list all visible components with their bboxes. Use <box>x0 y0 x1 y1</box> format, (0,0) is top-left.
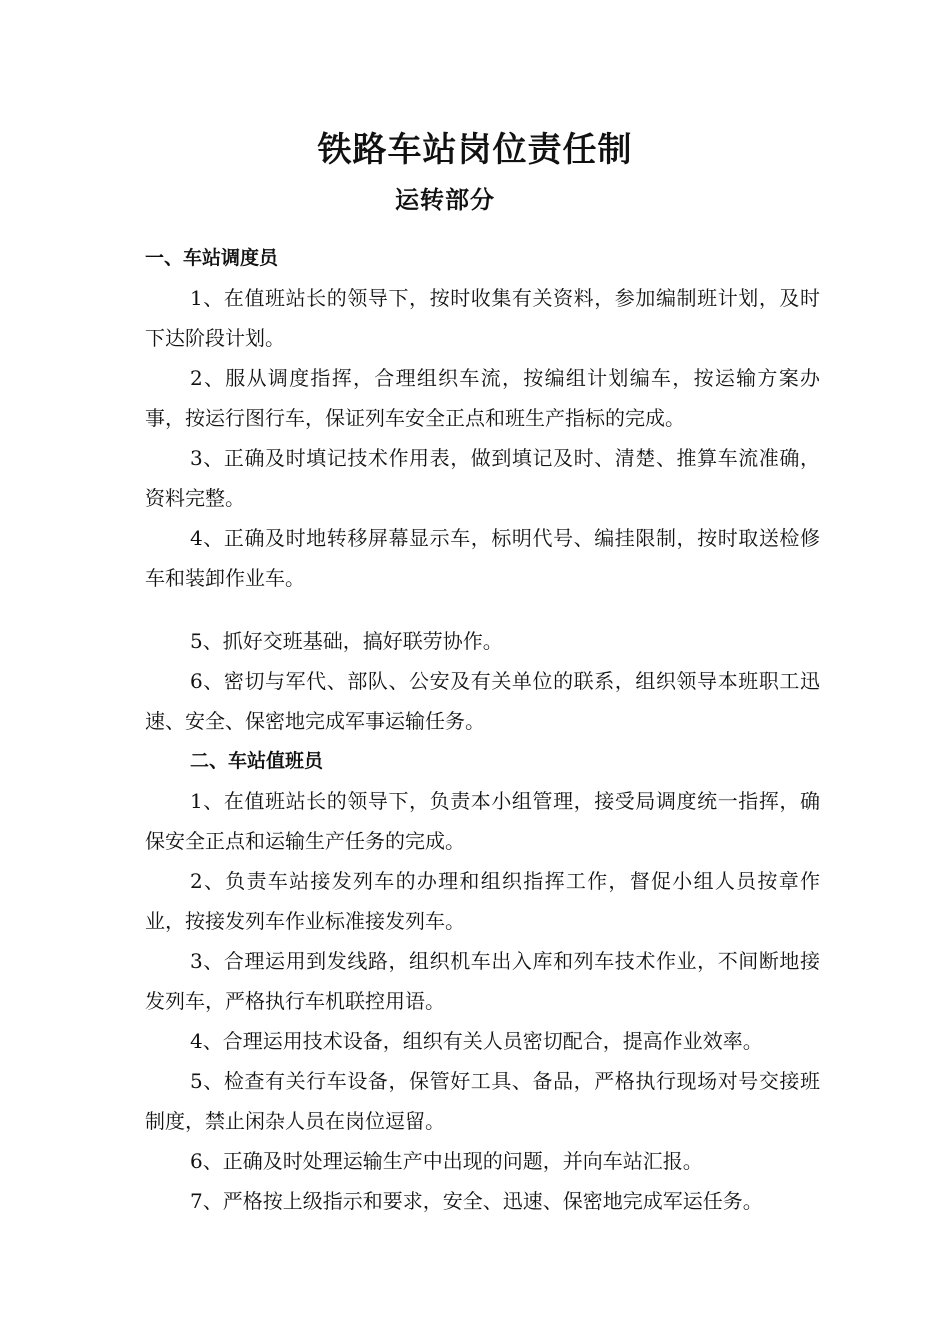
document-body <box>145 238 820 1221</box>
document-title: 铁路车站岗位责任制 <box>317 130 633 170</box>
paragraph: 7、严格按上级指示和要求，安全、迅速、保密地完成军运任务。 <box>190 1189 763 1213</box>
paragraph: 4、合理运用技术设备，组织有关人员密切配合，提高作业效率。 <box>190 1029 763 1053</box>
paragraph: 1、在值班站长的领导下，按时收集有关资料，参加编制班计划，及时下达阶段计划。 <box>145 286 820 350</box>
paragraph: 6、密切与军代、部队、公安及有关单位的联系，组织领导本班职工迅速、安全、保密地完成军事运输任务。 <box>145 669 820 733</box>
paragraph: 5、检查有关行车设备，保管好工具、备品，严格执行现场对号交接班制度，禁止闲杂人员在岗位逗留。 <box>145 1069 820 1133</box>
paragraph: 3、正确及时填记技术作用表，做到填记及时、清楚、推算车流准确，资料完整。 <box>145 446 820 510</box>
paragraph: 3、合理运用到发线路，组织机车出入库和列车技术作业，不间断地接发列车，严格执行车机联控用语。 <box>145 949 820 1013</box>
paragraph: 2、服从调度指挥，合理组织车流，按编组计划编车，按运输方案办事，按运行图行车，保证列车安全正点和班生产指标的完成。 <box>145 366 820 430</box>
blank-line <box>145 598 820 621</box>
section-heading-duty-officer: 二、车站值班员 <box>190 750 324 772</box>
paragraph: 5、抓好交班基础，搞好联劳协作。 <box>190 629 503 653</box>
document-subtitle: 运转部分 <box>395 186 495 214</box>
paragraph: 4、正确及时地转移屏幕显示车，标明代号、编挂限制，按时取送检修车和装卸作业车。 <box>145 526 820 590</box>
paragraph: 1、在值班站长的领导下，负责本小组管理，接受局调度统一指挥，确保安全正点和运输生产任务的完成。 <box>145 789 820 853</box>
paragraph: 6、正确及时处理运输生产中出现的问题，并向车站汇报。 <box>190 1149 703 1173</box>
paragraph: 2、负责车站接发列车的办理和组织指挥工作，督促小组人员按章作业，按接发列车作业标准接发列车。 <box>145 869 820 933</box>
section-heading-dispatcher: 一、车站调度员 <box>145 247 279 269</box>
